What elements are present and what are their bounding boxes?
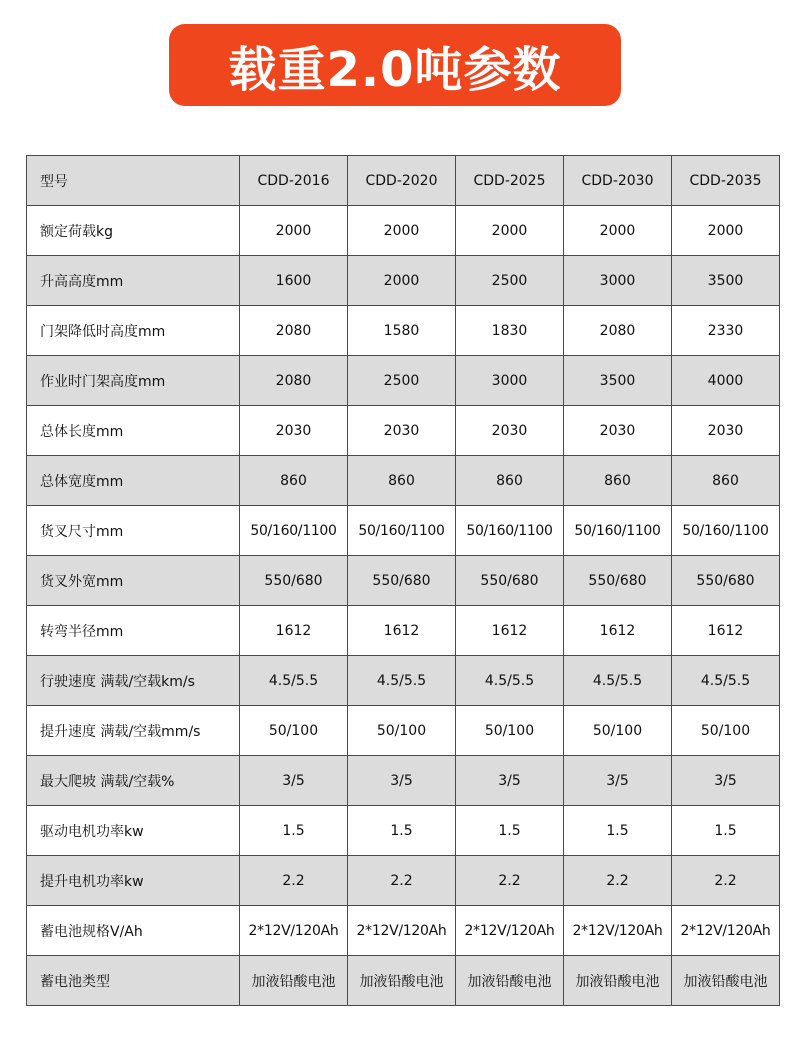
table-cell: 50/160/1100 [240, 506, 348, 556]
table-row [27, 806, 780, 856]
table-cell: 50/100 [456, 706, 564, 756]
table-cell: 1.5 [564, 806, 672, 856]
table-cell: 3000 [564, 256, 672, 306]
table-cell: 550/680 [564, 556, 672, 606]
table-cell: 50/100 [564, 706, 672, 756]
table-cell: 2.2 [564, 856, 672, 906]
table-cell: 4.5/5.5 [672, 656, 780, 706]
table-cell: 1612 [672, 606, 780, 656]
table-cell: 50/100 [672, 706, 780, 756]
table-cell: 1612 [240, 606, 348, 656]
page-title: 载重2.0吨参数 [228, 41, 562, 98]
table-cell: 3/5 [348, 756, 456, 806]
table-row [27, 556, 780, 606]
table-cell: 1.5 [672, 806, 780, 856]
table-cell: 2500 [456, 256, 564, 306]
table-cell: 1830 [456, 306, 564, 356]
table-row [27, 206, 780, 256]
table-cell: 50/160/1100 [672, 506, 780, 556]
title-banner [169, 24, 621, 106]
table-cell: 550/680 [456, 556, 564, 606]
table-row [27, 356, 780, 406]
table-cell: 2000 [348, 206, 456, 256]
row-label: 行驶速度 满载/空载km/s [27, 656, 240, 706]
table-row [27, 506, 780, 556]
table-cell: 2030 [348, 406, 456, 456]
table-cell: 860 [564, 456, 672, 506]
table-cell: 加液铅酸电池 [240, 956, 348, 1006]
table-cell: CDD-2020 [348, 156, 456, 206]
table-cell: 3/5 [456, 756, 564, 806]
spec-table [26, 155, 780, 1006]
table-cell: 550/680 [348, 556, 456, 606]
table-cell: 550/680 [672, 556, 780, 606]
row-label: 蓄电池规格V/Ah [27, 906, 240, 956]
table-cell: 1612 [456, 606, 564, 656]
table-cell: 1600 [240, 256, 348, 306]
spec-table-body [27, 156, 780, 1006]
table-cell: 50/160/1100 [348, 506, 456, 556]
row-label: 总体长度mm [27, 406, 240, 456]
table-cell: 1580 [348, 306, 456, 356]
table-cell: 2500 [348, 356, 456, 406]
table-cell: 2.2 [672, 856, 780, 906]
row-label: 货叉尺寸mm [27, 506, 240, 556]
table-cell: 50/160/1100 [564, 506, 672, 556]
table-cell: 2030 [240, 406, 348, 456]
table-cell: 2.2 [456, 856, 564, 906]
table-row [27, 406, 780, 456]
table-cell: 2000 [456, 206, 564, 256]
table-row [27, 706, 780, 756]
table-cell: 860 [348, 456, 456, 506]
row-label: 提升电机功率kw [27, 856, 240, 906]
table-cell: 50/100 [348, 706, 456, 756]
table-cell: 2.2 [348, 856, 456, 906]
row-label: 升高高度mm [27, 256, 240, 306]
table-row [27, 606, 780, 656]
table-row [27, 456, 780, 506]
table-cell: 2030 [672, 406, 780, 456]
table-cell: 2*12V/120Ah [240, 906, 348, 956]
table-cell: 2*12V/120Ah [564, 906, 672, 956]
table-cell: 2000 [240, 206, 348, 256]
table-cell: 2*12V/120Ah [672, 906, 780, 956]
table-cell: CDD-2030 [564, 156, 672, 206]
table-cell: CDD-2035 [672, 156, 780, 206]
row-label: 提升速度 满载/空载mm/s [27, 706, 240, 756]
table-cell: 3/5 [240, 756, 348, 806]
table-cell: 1612 [348, 606, 456, 656]
table-cell: 550/680 [240, 556, 348, 606]
table-cell: 860 [456, 456, 564, 506]
table-cell: 3500 [672, 256, 780, 306]
table-cell: 3/5 [564, 756, 672, 806]
table-cell: 4000 [672, 356, 780, 406]
table-cell: 2030 [564, 406, 672, 456]
table-cell: 3500 [564, 356, 672, 406]
row-label: 驱动电机功率kw [27, 806, 240, 856]
table-cell: 2080 [240, 356, 348, 406]
table-cell: 3000 [456, 356, 564, 406]
row-label: 门架降低时高度mm [27, 306, 240, 356]
table-row [27, 656, 780, 706]
table-cell: 加液铅酸电池 [672, 956, 780, 1006]
table-cell: 2.2 [240, 856, 348, 906]
table-cell: 2030 [456, 406, 564, 456]
table-cell: 加液铅酸电池 [564, 956, 672, 1006]
table-cell: 加液铅酸电池 [456, 956, 564, 1006]
table-cell: 4.5/5.5 [564, 656, 672, 706]
table-row [27, 906, 780, 956]
table-cell: 860 [240, 456, 348, 506]
table-cell: 2000 [348, 256, 456, 306]
table-cell: 2*12V/120Ah [456, 906, 564, 956]
table-row [27, 856, 780, 906]
table-cell: 1.5 [240, 806, 348, 856]
table-cell: 4.5/5.5 [456, 656, 564, 706]
table-row [27, 256, 780, 306]
row-label: 蓄电池类型 [27, 956, 240, 1006]
table-cell: 4.5/5.5 [240, 656, 348, 706]
row-label: 作业时门架高度mm [27, 356, 240, 406]
table-cell: 50/160/1100 [456, 506, 564, 556]
row-label: 型号 [27, 156, 240, 206]
table-header-row [27, 156, 780, 206]
table-cell: 2080 [240, 306, 348, 356]
table-row [27, 306, 780, 356]
row-label: 最大爬坡 满载/空载% [27, 756, 240, 806]
table-cell: 2000 [672, 206, 780, 256]
table-cell: 3/5 [672, 756, 780, 806]
table-cell: 50/100 [240, 706, 348, 756]
row-label: 额定荷载kg [27, 206, 240, 256]
table-row [27, 756, 780, 806]
table-cell: 4.5/5.5 [348, 656, 456, 706]
row-label: 总体宽度mm [27, 456, 240, 506]
table-cell: 1612 [564, 606, 672, 656]
table-cell: 2*12V/120Ah [348, 906, 456, 956]
table-cell: CDD-2025 [456, 156, 564, 206]
table-cell: 2080 [564, 306, 672, 356]
table-row [27, 956, 780, 1006]
table-cell: 860 [672, 456, 780, 506]
table-cell: 加液铅酸电池 [348, 956, 456, 1006]
table-cell: 2330 [672, 306, 780, 356]
table-cell: 1.5 [456, 806, 564, 856]
table-cell: 1.5 [348, 806, 456, 856]
row-label: 货叉外宽mm [27, 556, 240, 606]
table-cell: 2000 [564, 206, 672, 256]
row-label: 转弯半径mm [27, 606, 240, 656]
table-cell: CDD-2016 [240, 156, 348, 206]
